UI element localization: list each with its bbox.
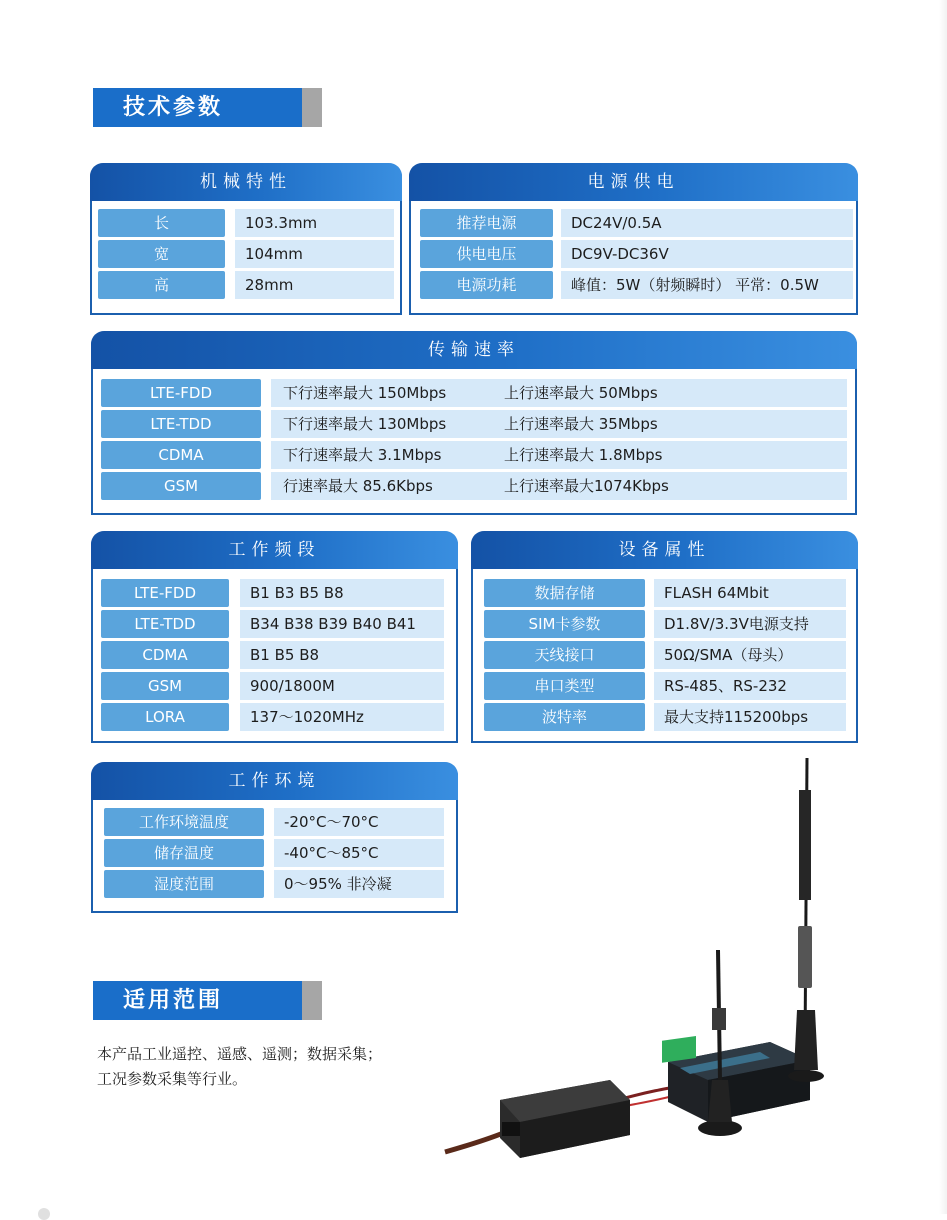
rate-up: 上行速率最大1074Kbps [504, 477, 669, 495]
rate-panel [91, 331, 857, 515]
rate-label: GSM [101, 472, 261, 500]
device-value: FLASH 64Mbit [654, 579, 846, 607]
band-label: LORA [101, 703, 229, 731]
rate-up: 上行速率最大 50Mbps [504, 384, 658, 402]
band-value: B34 B38 B39 B40 B41 [240, 610, 444, 638]
rate-panel-title: 传输速率 [91, 331, 857, 369]
router-body-icon [662, 1036, 810, 1122]
rate-down: 行速率最大 85.6Kbps [283, 477, 433, 495]
env-label: 湿度范围 [104, 870, 264, 898]
band-value: 900/1800M [240, 672, 444, 700]
device-label: 波特率 [484, 703, 645, 731]
band-label: LTE-TDD [101, 610, 229, 638]
scope-title: 适用范围 [93, 981, 302, 1020]
device-value: 最大支持115200bps [654, 703, 846, 731]
device-panel-title: 设备属性 [471, 531, 858, 569]
power-value: DC24V/0.5A [561, 209, 853, 237]
scope-line: 工况参数采集等行业。 [97, 1070, 248, 1088]
page-edge [939, 0, 947, 1214]
rate-label: LTE-TDD [101, 410, 261, 438]
power-panel [409, 163, 858, 315]
rate-down: 下行速率最大 150Mbps [283, 384, 447, 402]
mech-label: 宽 [98, 240, 225, 268]
router-product-image [440, 750, 860, 1170]
scope-text [97, 1042, 382, 1092]
device-label: SIM卡参数 [484, 610, 645, 638]
band-value: 137～1020MHz [240, 703, 444, 731]
device-label: 天线接口 [484, 641, 645, 669]
page-dot [38, 1208, 50, 1220]
device-label: 串口类型 [484, 672, 645, 700]
mech-value: 104mm [235, 240, 394, 268]
band-label: CDMA [101, 641, 229, 669]
power-adapter-icon [500, 1080, 630, 1158]
mech-panel-title: 机械特性 [90, 163, 402, 201]
power-label: 供电电压 [420, 240, 553, 268]
env-panel [91, 762, 458, 913]
antenna-tall-icon [788, 758, 824, 1082]
rate-down: 下行速率最大 130Mbps [283, 415, 447, 433]
mech-value: 103.3mm [235, 209, 394, 237]
rate-up: 上行速率最大 35Mbps [504, 415, 658, 433]
rate-label: LTE-FDD [101, 379, 261, 407]
power-label: 电源功耗 [420, 271, 553, 299]
env-value: -20°C～70°C [274, 808, 444, 836]
rate-label: CDMA [101, 441, 261, 469]
mech-value: 28mm [235, 271, 394, 299]
env-value: 0～95% 非冷凝 [274, 870, 444, 898]
band-label: LTE-FDD [101, 579, 229, 607]
env-value: -40°C～85°C [274, 839, 444, 867]
band-value: B1 B3 B5 B8 [240, 579, 444, 607]
power-value: DC9V-DC36V [561, 240, 853, 268]
device-value: RS-485、RS-232 [654, 672, 846, 700]
env-label: 储存温度 [104, 839, 264, 867]
rate-down: 下行速率最大 3.1Mbps [283, 446, 442, 464]
mech-label: 高 [98, 271, 225, 299]
device-value: 50Ω/SMA（母头） [654, 641, 846, 669]
device-label: 数据存储 [484, 579, 645, 607]
band-panel-title: 工作频段 [91, 531, 458, 569]
tech-params-title: 技术参数 [93, 88, 302, 127]
device-panel [471, 531, 858, 743]
device-value: D1.8V/3.3V电源支持 [654, 610, 846, 638]
rate-up: 上行速率最大 1.8Mbps [504, 446, 663, 464]
band-label: GSM [101, 672, 229, 700]
power-value: 峰值：5W（射频瞬时） 平常：0.5W [561, 271, 853, 299]
band-value: B1 B5 B8 [240, 641, 444, 669]
power-panel-title: 电源供电 [409, 163, 858, 201]
env-label: 工作环境温度 [104, 808, 264, 836]
band-panel [91, 531, 458, 743]
scope-line: 本产品工业遥控、遥感、遥测；数据采集； [97, 1045, 383, 1063]
env-panel-title: 工作环境 [91, 762, 458, 800]
mech-panel [90, 163, 402, 315]
power-label: 推荐电源 [420, 209, 553, 237]
mech-label: 长 [98, 209, 225, 237]
